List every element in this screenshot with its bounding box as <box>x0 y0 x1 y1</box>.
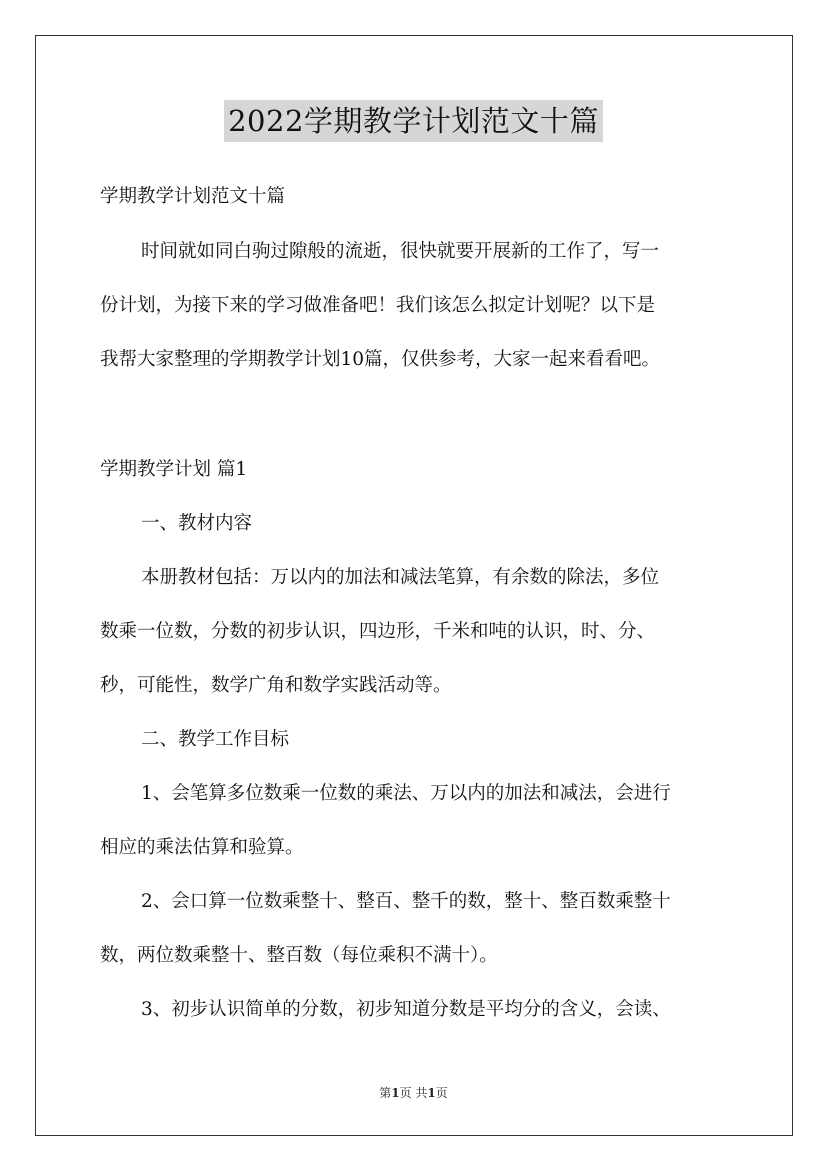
section-heading: 学期教学计划 篇1 <box>100 459 248 480</box>
heading-2: 二、教学工作目标 <box>141 729 290 750</box>
footer-total-pages: 1 <box>427 1086 436 1100</box>
intro-line-1: 时间就如同白驹过隙般的流逝，很快就要开展新的工作了，写一 <box>141 241 660 262</box>
footer-current-page: 1 <box>391 1086 400 1100</box>
content-1-line-3: 秒，可能性，数学广角和数学实践活动等。 <box>100 675 452 696</box>
item-1-line-1: 1、会笔算多位数乘一位数的乘法、万以内的加法和减法，会进行 <box>141 783 671 804</box>
document-subtitle: 学期教学计划范文十篇 <box>100 186 286 207</box>
item-1-line-2: 相应的乘法估算和验算。 <box>100 837 304 858</box>
footer-prefix: 第 <box>379 1086 392 1100</box>
page-footer <box>0 1084 827 1101</box>
content-1-line-2: 数乘一位数，分数的初步认识，四边形，千米和吨的认识，时、分、 <box>100 621 656 642</box>
title-wrap <box>0 100 827 142</box>
content-1-line-1: 本册教材包括：万以内的加法和减法笔算，有余数的除法，多位 <box>141 567 660 588</box>
intro-line-3: 我帮大家整理的学期教学计划10篇，仅供参考，大家一起来看看吧。 <box>100 349 661 370</box>
footer-suffix: 页 <box>435 1086 448 1100</box>
document-title: 2022学期教学计划范文十篇 <box>224 100 603 142</box>
footer-middle: 页 共 <box>399 1086 428 1100</box>
item-3-line-1: 3、初步认识简单的分数，初步知道分数是平均分的含义，会读、 <box>141 999 671 1020</box>
heading-1: 一、教材内容 <box>141 513 253 534</box>
intro-line-2: 份计划，为接下来的学习做准备吧！我们该怎么拟定计划呢？以下是 <box>100 295 656 316</box>
item-2-line-1: 2、会口算一位数乘整十、整百、整千的数，整十、整百数乘整十 <box>141 891 671 912</box>
item-2-line-2: 数，两位数乘整十、整百数（每位乘积不满十）。 <box>100 945 498 966</box>
